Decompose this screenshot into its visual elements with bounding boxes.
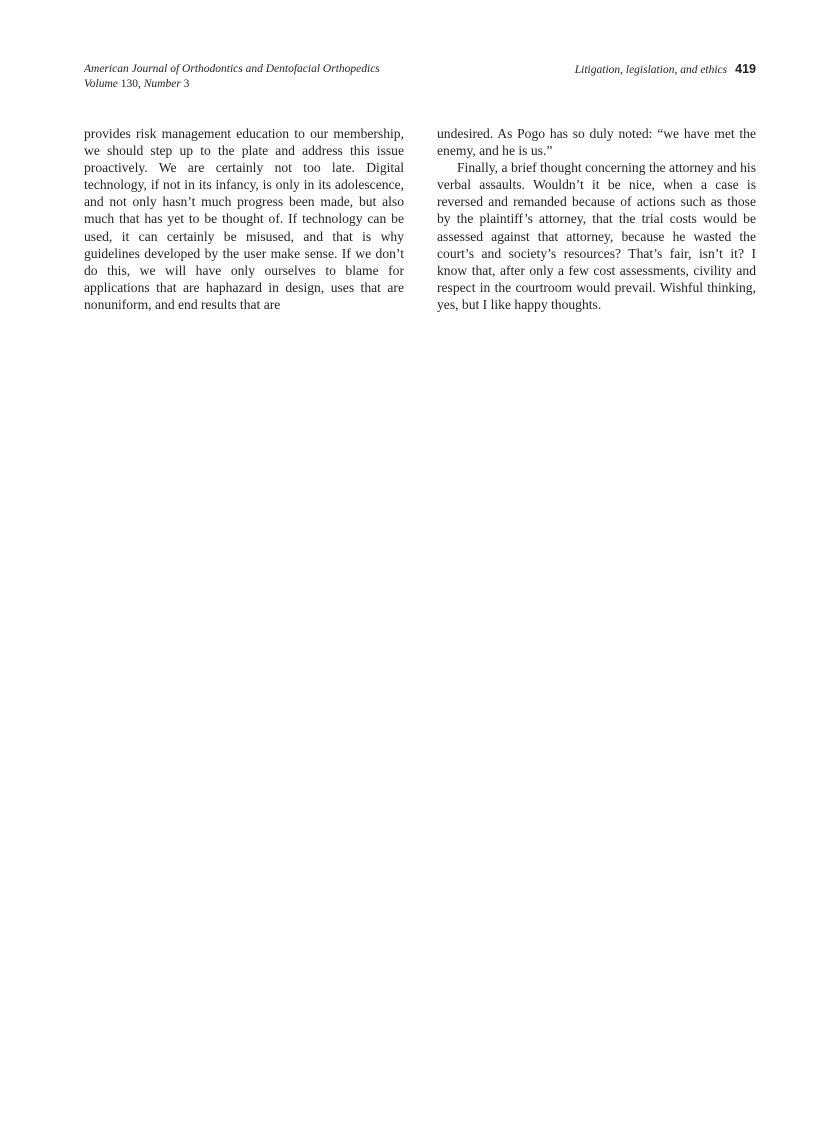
right-column	[437, 125, 756, 313]
number-label: Number	[143, 78, 181, 90]
number-value: 3	[183, 78, 190, 90]
section-header	[575, 62, 756, 78]
journal-citation	[84, 62, 380, 92]
left-paragraph: provides risk management education to our membership, we should step up to the plate and address this issue proactively. We are certainly not too late. Digital technology, if not in its infancy, is only in its adolescence, and not only hasn’t much progress been made, but also much that has yet to be thought of. If technology can be used, it can certainly be misused, and that is why guidelines developed by the user make sense. If we don’t do this, we will have only ourselves to blame for applications that are haphazard in design, uses that are nonuniform, and end results that are	[84, 126, 404, 312]
volume-label: Volume	[84, 78, 118, 90]
running-head	[84, 62, 756, 94]
right-paragraph-continuation: undesired. As Pogo has so duly noted: “we have met the enemy, and he is us.”	[437, 126, 756, 159]
page-number: 419	[735, 62, 756, 76]
volume-issue	[84, 77, 380, 92]
volume-value: 130,	[120, 78, 141, 90]
left-column	[84, 125, 404, 313]
journal-title: American Journal of Orthodontics and Dentofacial Orthopedics	[84, 63, 380, 75]
section-title: Litigation, legislation, and ethics	[574, 64, 728, 76]
right-paragraph-closing: Finally, a brief thought concerning the attorney and his verbal assaults. Wouldn’t it be nice, when a case is reversed and remanded because of actions such as those by the plaintiff’s attorney, that the trial costs would be assessed against that attorney, because he wasted the court’s and society’s resources? That’s fair, isn’t it? I know that, after only a few cost assessments, civility and respect in the courtroom would prevail. Wishful thinking, yes, but I like happy thoughts.	[437, 160, 756, 312]
